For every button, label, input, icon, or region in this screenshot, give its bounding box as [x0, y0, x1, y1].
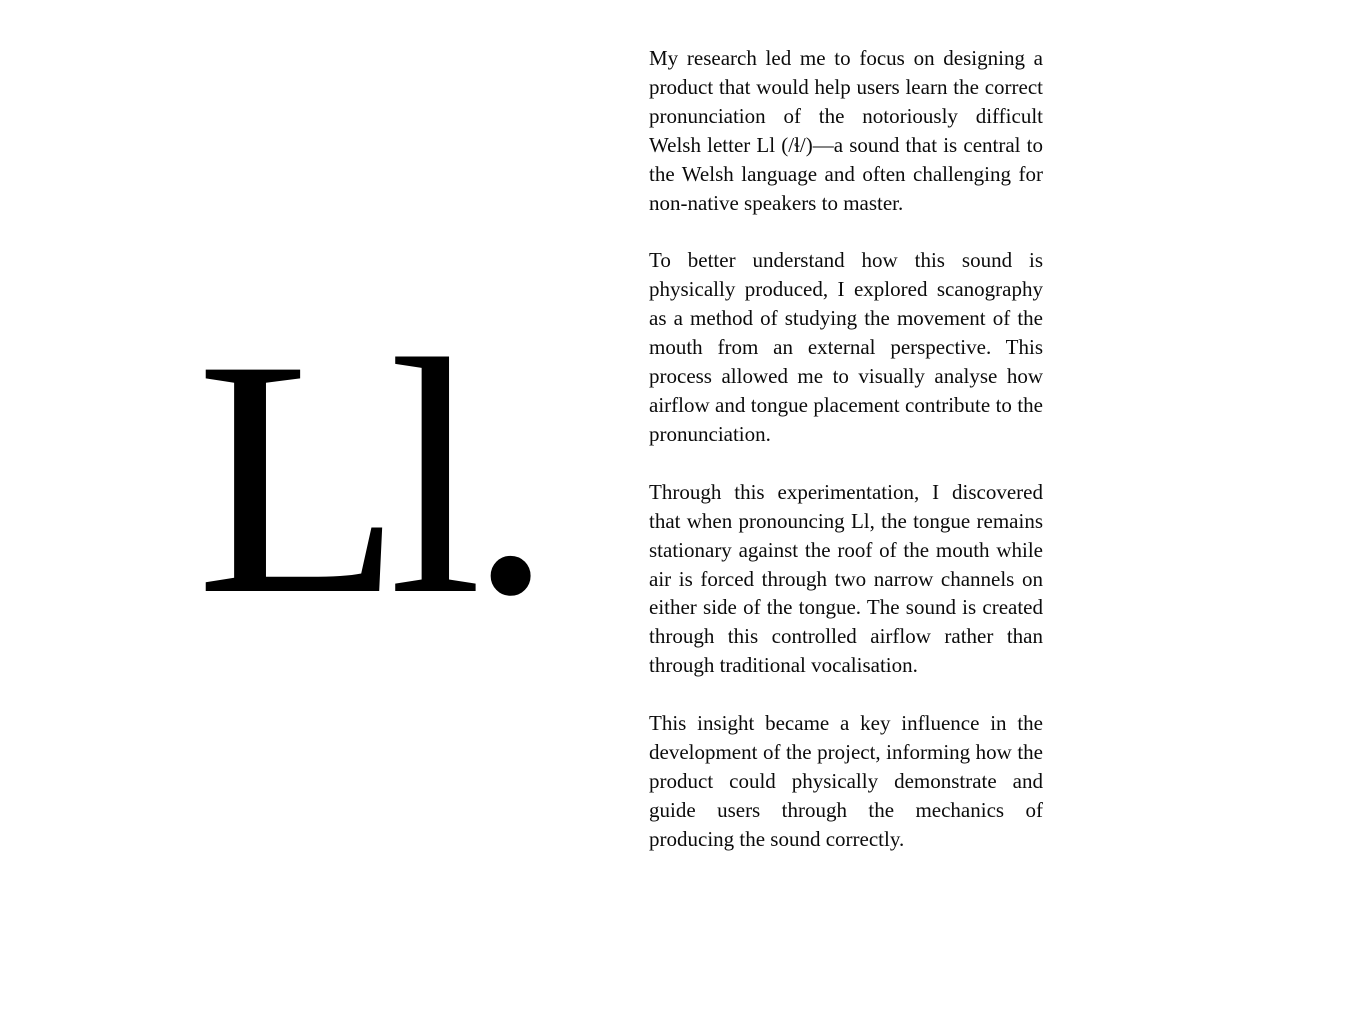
paragraph-experimentation: Through this experimentation, I discovered that when pronouncing Ll, the tongue remains stationary against the roof of the mouth while air is forced through two narrow channels on either side of the tongue. The sound is created through this controlled airflow rather than through traditional vocalisation. [649, 479, 1043, 678]
paragraph-research-focus: My research led me to focus on designing a product that would help users learn the correct pronunciation of the notoriously difficult Welsh letter Ll (/ɬ/)—a sound that is central to the Welsh language and often challenging for non-native speakers to master. [649, 46, 1043, 215]
paragraph-scanography: To better understand how this sound is physically produced, I explored scanography as a method of studying the movement of the mouth from an external perspective. This process allowed me to visually analyse how airflow and tongue placement contribute to the pronunciation. [649, 248, 1043, 446]
body-text-column [649, 44, 1043, 854]
hero-letter-ll: Ll. [196, 291, 539, 665]
paragraph-insight: This insight became a key influence in the development of the project, informing how the product could physically demonstrate and guide users through the mechanics of producing the sound correctly. [649, 711, 1043, 851]
